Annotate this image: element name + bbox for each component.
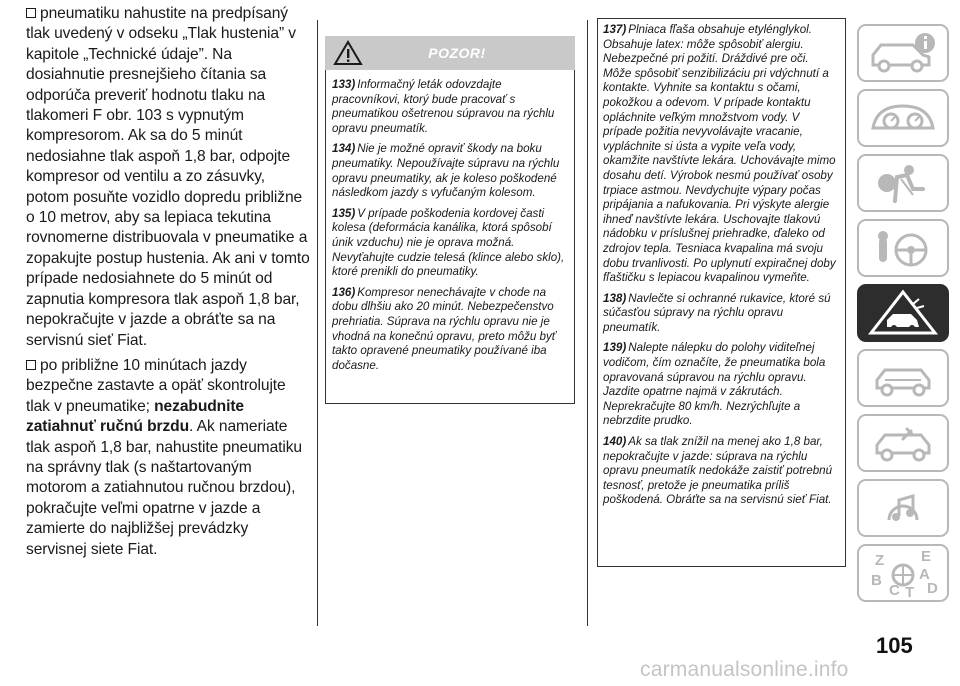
- warning-car-icon: [867, 289, 939, 337]
- page-number: 105: [876, 633, 913, 658]
- tab-multimedia[interactable]: [857, 479, 949, 537]
- index-letter: Z: [875, 552, 885, 569]
- note-138: 138) Navlečte si ochranné rukavice, ktoré sú súčasťou súpravy na rýchlu opravu pneumatík.: [603, 291, 831, 334]
- note-140: 140) Ak sa tlak znížil na menej ako 1,8 bar, nepokračujte v jazde: súprava na rýchlu opravu pneumatík nedokáže zaistiť potrebnú tesnosť, pretože je pneumatika príliš poškodená. Obráťte sa na servisnú sieť Fiat.: [603, 435, 833, 507]
- index-letter: A: [919, 566, 930, 583]
- index-letter: T: [905, 584, 915, 599]
- note-139: 139) Nalepte nálepku do polohy viditeľnej vodičom, čím označíte, že pneumatika bola opravovaná súpravou na rýchlu opravu. Jazdite opatrne najmä v zákrutách. Neprekračujte 80 km/h. Nezrýchľujte a nebrzdite prudko.: [603, 341, 826, 428]
- steering-key-icon: [867, 226, 939, 270]
- warning-header: [325, 36, 575, 70]
- index-letters-icon: [867, 547, 939, 599]
- warning-section: [325, 36, 575, 404]
- checkbox-bullet-icon: [26, 360, 36, 370]
- wrench-car-icon: [867, 421, 939, 465]
- warning-notes: [325, 70, 575, 404]
- audio-music-icon: [867, 486, 939, 530]
- note-135: 135) V prípade poškodenia kordovej časti kolesa (deformácia kanálika, ktorá spôsobí únik vzduchu) nie je oprava možná. Nevyťahujte cudzie telesá (klince alebo sklo), ktoré prenikli do pneumatiky.: [332, 206, 565, 279]
- note-136: 136) Kompresor nenechávajte v chode na dobu dlhšiu ako 20 minút. Nebezpečenstvo prehriatia. Súprava na rýchlu opravu nie je vhodná na konečnú opravu, preto môžu byť takto opravené pneumatiky používané iba dočasne.: [332, 285, 556, 372]
- tab-car-info[interactable]: [857, 24, 949, 82]
- warning-triangle-icon: [333, 40, 363, 66]
- index-letter: C: [889, 582, 900, 599]
- chapter-tabs: [857, 24, 949, 609]
- car-info-icon: [867, 31, 939, 75]
- tab-emergency[interactable]: [857, 284, 949, 342]
- right-notes-box: [597, 18, 846, 567]
- index-letter: D: [927, 580, 938, 597]
- watermark: carmanualsonline.info: [640, 658, 849, 681]
- index-letter: E: [921, 548, 932, 565]
- tab-starting-driving[interactable]: [857, 219, 949, 277]
- tab-dashboard[interactable]: [857, 89, 949, 147]
- column-divider: [317, 20, 318, 626]
- paragraph-inflate: pneumatiku nahustite na predpísaný tlak uvedený v odseku „Tlak hustenia” v kapitole „Technické údaje”. Na dosiahnutie presnejšieho čítania sa odporúča preveriť hodnotu tlaku na tlakomeri F obr. 103 s vypnutým kompresorom. Ak sa do 5 minút nedosiahne tlak aspoň 1,8 bar, odpojte kompresor od ventilu a zo zásuvky, potom posuňte vozidlo dopredu približne o 10 metrov, aby sa lepiaca tekutina rovnomerne distribuovala v pneumatike a zopakujte postup hustenia. Ak ani v tomto prípade nedosiahnete do 5 minút od zapnutia kompresora tlak aspoň 1,8 bar, nepokračujte v jazde a obráťte sa na servisnú sieť Fiat.: [26, 5, 310, 349]
- note-134: 134) Nie je možné opraviť škody na boku pneumatiky. Nepoužívajte súpravu na rýchlu opravu pneumatiky, ak je koleso poškodené následkom jazdy s vyfučaným kolesom.: [332, 142, 560, 200]
- left-column: [26, 4, 310, 565]
- handbrake-reminder: nezabudnite zatiahnuť ručnú brzdu: [26, 397, 244, 436]
- paragraph-drive-check: po približne 10 minútach jazdy bezpečne zastavte a opäť skontrolujte tlak v pneumatike; nezabudnite zatiahnuť ručnú brzdu. Ak nameriate tlak aspoň 1,8 bar, nahustite pneumatiku na správny tlak (s naštartovaným motorom a zatiahnutou ručnou brzdou), pokračujte veľmi opatrne v jazde a zamierte do najbližšej prevádzky servisnej siete Fiat.: [26, 356, 303, 558]
- tab-index[interactable]: [857, 544, 949, 602]
- tab-safety[interactable]: [857, 154, 949, 212]
- note-137: 137) Plniaca fľaša obsahuje etylénglykol. Obsahuje latex: môže spôsobiť alergiu. Nebezpečné pri požití. Dráždivé pre oči. Môže spôsobiť senzibilizáciu pri vdýchnutí a kontakte. Vyhnite sa kontaktu s očami, pokožkou a odevom. V prípade kontaktu opláchnite veľkým množstvom vody. V prípade požitia nevyvolávajte vracanie, vypláchnite si ústa a vypite veľa vody, okamžite navštívte lekára. Uchovávajte mimo dosahu detí. Výrobok nesmú používať osoby trpiace astmou. Nevdychujte výpary počas pripájania a nafukovania. Pri výskyte alergie ihneď navštívte lekára. Uschovajte tlakovú nádobku v príslušnej priehradke, ďaleko od zdrojov tepla. Tesniaca kvapalina má svoju dobu trvanlivosti. Po uplynutí expiračnej doby fľaštičku s lepiacou kvapalinou vymeňte.: [603, 23, 836, 285]
- airbag-seat-icon: [867, 161, 939, 205]
- car-service-icon: [867, 356, 939, 400]
- dashboard-icon: [867, 96, 939, 140]
- tab-technical-data[interactable]: [857, 414, 949, 472]
- warning-title: POZOR!: [428, 45, 486, 61]
- checkbox-bullet-icon: [26, 8, 36, 18]
- index-letter: B: [871, 572, 882, 589]
- note-133: 133) Informačný leták odovzdajte pracovníkovi, ktorý bude pracovať s pneumatikou ošetrenou súpravou na rýchlu opravu pneumatík.: [332, 78, 555, 135]
- column-divider: [587, 20, 588, 626]
- tab-maintenance[interactable]: [857, 349, 949, 407]
